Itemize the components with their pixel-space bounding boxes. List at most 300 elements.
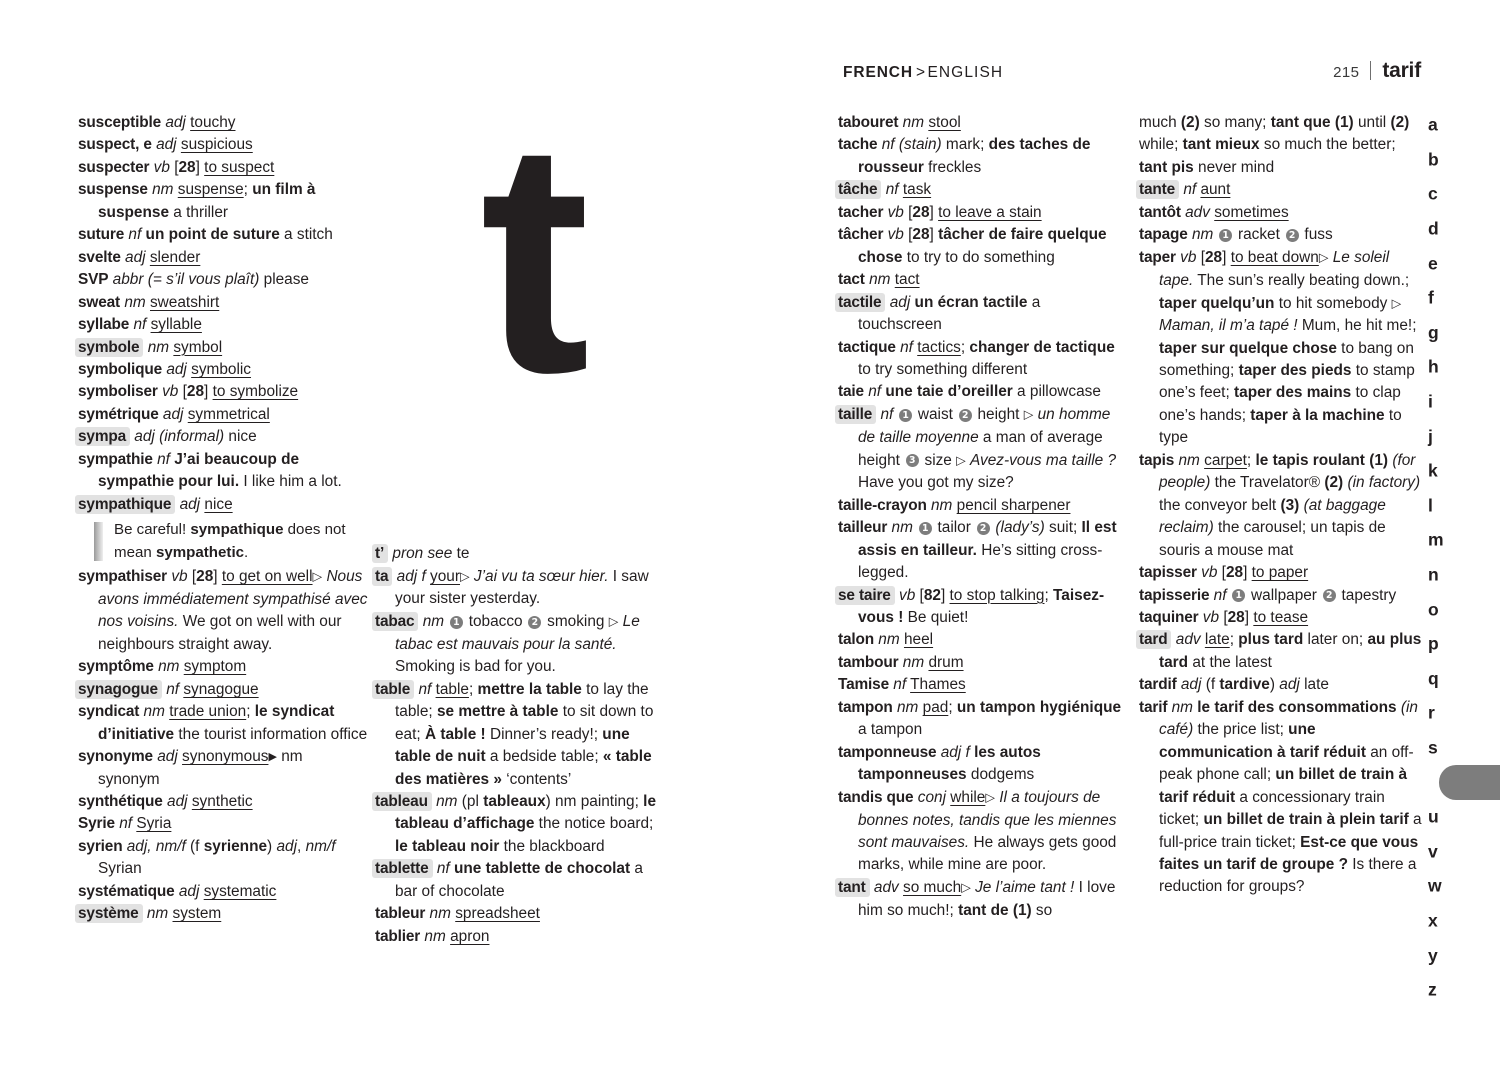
part-of-speech: abbr <box>112 271 144 289</box>
dictionary-entry <box>1139 202 1424 224</box>
sense-marker-2: 2 <box>528 616 541 629</box>
entry-body <box>1253 609 1308 626</box>
headword[interactable]: Syrie <box>78 815 115 833</box>
entry-body <box>183 681 258 698</box>
entry-body <box>903 181 931 198</box>
part-of-speech: nf <box>436 860 450 878</box>
alphabet-tab-label: t <box>1428 772 1434 793</box>
alphabet-tab-label: y <box>1428 945 1438 966</box>
headword[interactable]: Tamise <box>838 676 889 694</box>
headword[interactable]: synthétique <box>78 793 163 810</box>
headword[interactable]: tante <box>1136 180 1179 199</box>
headword-wrap <box>1139 587 1231 604</box>
translation-gloss: so much <box>903 879 962 897</box>
headword-wrap <box>838 676 910 693</box>
alphabet-tab-label: p <box>1428 633 1439 654</box>
entry-body: tactics; changer de tactique to try something different <box>858 338 1115 378</box>
entry-body: 1 tailor 2 (lady’s) suit; Il est assis en tailleur. He’s sitting cross-legged. <box>858 519 1117 582</box>
alphabet-tab-b[interactable] <box>1415 143 1500 178</box>
alphabet-tab-label: f <box>1428 287 1434 308</box>
dictionary-entry <box>1139 224 1424 246</box>
sense-marker-1: 1 <box>919 522 932 535</box>
entry-column-1 <box>78 112 368 926</box>
alphabet-tab-p[interactable] <box>1415 627 1500 662</box>
part-of-speech: vb <box>1180 249 1197 267</box>
headword[interactable]: tacher <box>838 203 884 221</box>
headword-wrap <box>1139 564 1252 581</box>
alphabet-tab-o[interactable] <box>1415 592 1500 627</box>
entry-body: much (2) so many; tant que (1) until (2) while; tant mieux so much the better; tant pis never mind <box>1139 114 1410 176</box>
headword[interactable]: se taire <box>835 586 895 605</box>
part-of-speech: nm <box>1178 451 1200 469</box>
conjugation-code[interactable]: [28] <box>1200 249 1227 267</box>
headword-wrap <box>78 496 204 513</box>
part-of-speech: nm <box>891 519 913 537</box>
header-divider <box>1370 61 1371 80</box>
headword-wrap <box>1139 226 1218 243</box>
alphabet-tab-label: u <box>1428 806 1439 827</box>
headword-wrap <box>78 428 159 445</box>
headword-wrap <box>838 744 974 761</box>
headword[interactable]: suture <box>78 226 125 244</box>
entry-body: to beat down▷ Le soleil tape. The sun’s really beating down.; taper quelqu’un to hit somebody ▷ Maman, il m’a tapé ! Mum, he hit me!; taper sur quelque chose to bang on something; taper des pieds to stamp one’s feet; taper des mains to clap one’s hands; taper à la machine to type <box>1159 249 1417 447</box>
entry-body <box>957 497 1071 514</box>
entry-body <box>204 883 277 900</box>
translation-gloss: synagogue <box>183 680 259 698</box>
entry-body: trade union; le syndicat d’initiative the tourist information office <box>98 703 368 743</box>
headword[interactable]: symbole <box>75 338 143 357</box>
conjugation-code[interactable]: [28] <box>908 226 934 244</box>
entry-body: suspense; un film à suspense a thriller <box>98 181 316 221</box>
entry-body: 1 wallpaper 2 tapestry <box>1231 587 1396 604</box>
translation-gloss: systematic <box>203 882 277 900</box>
dictionary-entry <box>78 134 368 156</box>
alphabet-tab-f[interactable] <box>1415 281 1500 316</box>
note-text: Be careful! sympathique does not mean sympathetic. <box>114 521 346 561</box>
dictionary-entry <box>78 701 368 746</box>
headword-wrap <box>1139 631 1205 648</box>
part-of-speech: nm <box>902 114 925 131</box>
headword[interactable]: système <box>75 904 143 923</box>
headword[interactable]: ta <box>372 567 392 586</box>
headword[interactable]: tache <box>838 136 878 154</box>
translation-gloss: tact <box>894 271 920 289</box>
entry-body <box>188 406 270 423</box>
headword[interactable]: svelte <box>78 248 121 266</box>
alphabet-tab-c[interactable] <box>1415 177 1500 212</box>
part-of-speech: adj, nm/f <box>126 837 186 855</box>
entry-body: to stop talking; Taisez-vous ! Be quiet! <box>858 586 1105 626</box>
headword[interactable]: suspense <box>78 181 148 199</box>
translation-gloss: sweatshirt <box>149 293 220 311</box>
part-of-speech: vb <box>162 383 179 401</box>
entry-body: synonymous▶ nm synonym <box>98 748 303 788</box>
part-of-speech: nm <box>1171 698 1193 716</box>
headword-wrap <box>838 181 903 198</box>
headword-wrap <box>838 136 899 153</box>
conjugation-code[interactable]: [28] <box>174 158 200 176</box>
entry-body: une tablette de chocolat a bar of chocolate <box>395 860 643 900</box>
part-of-speech: nm <box>429 905 451 923</box>
headword-wrap <box>78 181 178 198</box>
dictionary-entry <box>1139 697 1424 899</box>
alphabet-tab-z[interactable] <box>1415 973 1500 1008</box>
example-marker-icon: ▷ <box>1318 250 1329 265</box>
alphabet-tab-a[interactable] <box>1415 108 1500 143</box>
dictionary-entry <box>78 903 368 925</box>
headword-wrap <box>1139 181 1200 198</box>
dictionary-entry <box>838 877 1126 922</box>
conjugation-code[interactable]: [28] <box>908 203 934 221</box>
dictionary-entry <box>78 247 368 269</box>
alphabet-tab-label: w <box>1428 875 1442 896</box>
part-of-speech: nf <box>900 338 913 356</box>
dictionary-entry <box>78 791 368 813</box>
alphabet-tab-s[interactable] <box>1415 731 1500 766</box>
headword[interactable]: taquiner <box>1139 608 1199 626</box>
headword-wrap <box>838 631 904 648</box>
headword[interactable]: tableau <box>372 792 432 811</box>
headword-wrap <box>838 406 898 423</box>
entry-body: (f syrienne) adj, nm/f Syrian <box>98 837 336 878</box>
entry-column-4 <box>1139 112 1424 899</box>
dictionary-entry <box>78 813 368 835</box>
dictionary-entry <box>78 881 368 903</box>
entry-body: your▷ J’ai vu ta sœur hier. I saw your sister yesterday. <box>395 567 649 608</box>
headword[interactable]: tactique <box>838 338 896 356</box>
dictionary-entry <box>78 112 368 134</box>
part-of-speech: conj <box>917 789 946 807</box>
headword[interactable]: systématique <box>78 882 175 900</box>
part-of-speech: adj <box>1180 676 1202 694</box>
entry-body <box>192 793 253 810</box>
example-marker-icon: ▷ <box>312 569 323 584</box>
headword[interactable]: tapis <box>1139 451 1175 469</box>
alphabet-tab-e[interactable] <box>1415 246 1500 281</box>
translation-gloss: carpet <box>1204 451 1247 469</box>
alphabet-tab-rail[interactable] <box>1415 108 1500 1000</box>
headword-wrap <box>1139 204 1214 221</box>
headword[interactable]: sympathie <box>78 450 153 468</box>
conjugation-code[interactable]: [28] <box>1223 608 1250 626</box>
headword[interactable]: tâche <box>835 180 881 199</box>
sense-marker-1: 1 <box>1219 229 1232 242</box>
entry-body <box>1252 564 1308 581</box>
headword[interactable]: susceptible <box>78 114 162 131</box>
headword[interactable]: syndicat <box>78 703 140 721</box>
dictionary-entry <box>78 224 368 246</box>
headword[interactable]: symptôme <box>78 658 154 676</box>
sense-marker-2: 2 <box>1286 229 1299 242</box>
translation-gloss: system <box>172 905 222 923</box>
headword[interactable]: tard <box>1136 630 1171 649</box>
entry-column-2 <box>375 543 660 948</box>
headword[interactable]: t’ <box>372 544 388 563</box>
translation-gloss: symmetrical <box>187 405 270 423</box>
headword[interactable]: tapisser <box>1139 564 1197 582</box>
headword[interactable]: symbolique <box>78 360 163 378</box>
dictionary-entry <box>838 381 1126 403</box>
alphabet-tab-label: h <box>1428 356 1439 377</box>
headword[interactable]: tablette <box>372 859 433 878</box>
sense-marker-2: 2 <box>1323 589 1336 602</box>
alphabet-tab-d[interactable] <box>1415 212 1500 247</box>
part-of-speech: adj <box>165 114 186 131</box>
entry-body: so much▷ Je l’aime tant ! I love him so much!; tant de (1) so <box>858 879 1116 919</box>
part-of-speech: nf <box>119 815 133 833</box>
headword[interactable]: SVP <box>78 271 109 289</box>
sense-marker-1: 1 <box>899 409 912 422</box>
alphabet-tab-label: a <box>1428 114 1438 135</box>
headword[interactable]: tableur <box>375 905 426 923</box>
part-of-speech: adj <box>134 428 155 446</box>
dictionary-entry <box>78 656 368 678</box>
translation-gloss: tactics <box>917 338 961 356</box>
alphabet-tab-l[interactable] <box>1415 489 1500 524</box>
headword[interactable]: sympathiser <box>78 568 168 586</box>
translation-gloss: heel <box>903 631 934 649</box>
part-of-speech: adj <box>179 495 201 513</box>
entry-body: carpet; le tapis roulant (1) (for people) the Travelator® (2) (in factory) the conveyor belt (3) (at baggage reclaim) the carousel; un tapis de souris a mouse mat <box>1159 451 1421 559</box>
conjugation-code[interactable]: [28] <box>191 568 218 586</box>
dictionary-entry <box>1139 629 1424 674</box>
headword[interactable]: taille <box>835 405 876 424</box>
headword-wrap <box>838 204 938 221</box>
dictionary-entry <box>375 543 660 565</box>
headword[interactable]: tabac <box>372 612 418 631</box>
headword[interactable]: sweat <box>78 293 121 311</box>
part-of-speech: adj <box>157 748 178 766</box>
alphabet-tab-u[interactable] <box>1415 800 1500 835</box>
alphabet-tab-v[interactable] <box>1415 834 1500 869</box>
translation-gloss: touchy <box>190 114 236 131</box>
headword[interactable]: tandis que <box>838 789 914 807</box>
alphabet-tab-label: x <box>1428 910 1438 931</box>
headword-wrap <box>78 159 204 176</box>
translation-gloss: pad <box>922 698 949 716</box>
headword-wrap <box>838 699 923 716</box>
dictionary-entry <box>78 494 368 516</box>
dictionary-entry <box>375 791 660 858</box>
headword[interactable]: tarif <box>1139 698 1168 716</box>
headword[interactable]: symétrique <box>78 405 159 423</box>
headword-wrap <box>78 316 151 333</box>
part-of-speech: nm <box>869 271 891 289</box>
dictionary-entry <box>1139 674 1424 696</box>
part-of-speech: vb <box>1201 564 1218 582</box>
translation-gloss: to beat down <box>1230 249 1319 267</box>
alphabet-tab-h[interactable] <box>1415 350 1500 385</box>
entry-body <box>928 114 961 131</box>
headword[interactable]: syllabe <box>78 316 130 334</box>
alphabet-tab-y[interactable] <box>1415 938 1500 973</box>
entry-body <box>1214 204 1288 221</box>
dictionary-entry <box>838 292 1126 337</box>
conjugation-code[interactable]: [28] <box>182 383 209 401</box>
dictionary-entry <box>838 337 1126 382</box>
entry-body <box>910 676 966 693</box>
part-of-speech: nf <box>418 680 432 698</box>
translation-gloss: symbol <box>173 338 223 356</box>
entry-body: un point de suture a stitch <box>145 226 333 244</box>
example-marker-icon: ▷ <box>985 790 995 805</box>
part-of-speech: adv <box>1185 203 1210 221</box>
headword-wrap <box>78 383 213 400</box>
entry-body: (stain) mark; des taches de rousseur freckles <box>858 136 1091 176</box>
headword-wrap <box>78 703 169 720</box>
dictionary-entry <box>838 224 1126 269</box>
translation-gloss: table <box>435 680 469 698</box>
part-of-speech: nm <box>147 338 170 356</box>
headword[interactable]: tapage <box>1139 226 1188 244</box>
example-marker-icon: ▷ <box>961 880 971 895</box>
entry-body <box>213 383 299 400</box>
dictionary-entry <box>1139 562 1424 584</box>
dictionary-entry <box>78 426 368 448</box>
headword[interactable]: suspecter <box>78 158 150 176</box>
dictionary-entry <box>838 179 1126 201</box>
headword[interactable]: sympa <box>75 427 130 446</box>
dictionary-entry <box>78 269 368 291</box>
dictionary-entry <box>375 611 660 679</box>
translation-gloss: aunt <box>1200 181 1231 199</box>
alphabet-tab-t[interactable] <box>1428 765 1500 800</box>
translation-gloss: to stop talking <box>949 586 1045 604</box>
headword[interactable]: tambour <box>838 653 899 671</box>
headword[interactable]: tapisserie <box>1139 586 1210 604</box>
dictionary-entry <box>1139 450 1424 562</box>
headword[interactable]: tâcher <box>838 226 884 244</box>
headword-wrap <box>838 879 903 896</box>
headword-wrap <box>838 294 915 311</box>
translation-gloss: your <box>430 567 460 585</box>
dictionary-entry <box>838 517 1126 584</box>
entry-body <box>173 905 222 922</box>
headword[interactable]: tardif <box>1139 676 1177 694</box>
dictionary-entry <box>838 629 1126 651</box>
headword[interactable]: tant <box>835 878 870 897</box>
alphabet-tab-w[interactable] <box>1415 869 1500 904</box>
headword[interactable]: taper <box>1139 249 1176 267</box>
headword[interactable]: tailleur <box>838 519 888 537</box>
entry-body: tâcher de faire quelque chose to try to do something <box>858 226 1107 266</box>
entry-body <box>150 249 200 266</box>
entry-body: le tarif des consommations (in café) the price list; une communication à tarif réduit an off-peak phone call; un billet de train à tarif réduit a concessionary train ticket; un billet de train à plein tarif a full-price train ticket; Est-ce que vous faites un tarif de groupe ? Is there a reduction for groups? <box>1159 698 1422 896</box>
dictionary-entry <box>78 381 368 403</box>
part-of-speech: adj <box>178 882 200 900</box>
headword[interactable]: syrien <box>78 837 123 855</box>
headword-wrap <box>78 271 148 288</box>
headword[interactable]: table <box>372 680 414 699</box>
header-lang-to: ENGLISH <box>927 64 1004 81</box>
alphabet-tab-g[interactable] <box>1415 316 1500 351</box>
part-of-speech: nf <box>133 316 147 334</box>
headword-wrap <box>78 249 150 266</box>
headword-wrap <box>78 681 183 698</box>
alphabet-tab-k[interactable] <box>1415 454 1500 489</box>
headword[interactable]: synonyme <box>78 748 153 766</box>
headword-wrap <box>78 114 190 131</box>
conjugation-code[interactable]: [28] <box>1221 564 1248 582</box>
headword-wrap <box>1139 609 1253 626</box>
dictionary-entry <box>838 787 1126 877</box>
headword[interactable]: tablier <box>375 927 421 945</box>
dictionary-entry <box>838 742 1126 787</box>
headword[interactable]: symboliser <box>78 383 158 401</box>
headword[interactable]: talon <box>838 631 875 649</box>
dictionary-entry <box>78 836 368 881</box>
part-of-speech: vb <box>1202 608 1220 626</box>
translation-gloss: to suspect <box>204 158 275 176</box>
part-of-speech: nm <box>931 496 953 514</box>
dictionary-entry <box>78 337 368 359</box>
translation-gloss: suspense <box>177 181 244 199</box>
headword[interactable]: taille-crayon <box>838 496 927 514</box>
example-marker-icon: ▷ <box>608 614 619 629</box>
headword[interactable]: suspect, e <box>78 136 152 154</box>
translation-gloss: synonymous <box>182 748 269 766</box>
headword[interactable]: tabouret <box>838 114 899 131</box>
translation-gloss: to get on well <box>221 568 313 586</box>
entry-body: les autos tamponneuses dodgems <box>858 743 1041 784</box>
part-of-speech: nf <box>880 406 894 424</box>
translation-gloss: Syria <box>136 815 172 833</box>
translation-gloss: late <box>1204 631 1230 649</box>
part-of-speech: nm <box>146 905 169 923</box>
dictionary-entry <box>78 679 368 701</box>
headword[interactable]: tampon <box>838 698 893 716</box>
headword-wrap <box>78 451 174 468</box>
headword[interactable]: synagogue <box>75 680 162 699</box>
alphabet-tab-n[interactable] <box>1415 558 1500 593</box>
part-of-speech: nf <box>1183 181 1197 199</box>
translation-gloss: spreadsheet <box>455 905 540 923</box>
part-of-speech: nf <box>1213 586 1227 604</box>
headword[interactable]: tantôt <box>1139 203 1181 221</box>
alphabet-tab-j[interactable] <box>1415 419 1500 454</box>
headword[interactable]: tamponneuse <box>838 743 937 761</box>
entry-body: 1 waist 2 height ▷ un homme de taille moyenne a man of average height 3 size ▷ Avez-vous ma taille ? Have you got my size? <box>858 406 1117 492</box>
headword[interactable]: sympathique <box>75 495 175 514</box>
conjugation-code[interactable]: [82] <box>919 586 946 604</box>
dictionary-entry <box>78 157 368 179</box>
alphabet-tab-r[interactable] <box>1415 696 1500 731</box>
headword[interactable]: tact <box>838 271 865 289</box>
entry-body <box>895 271 920 288</box>
headword[interactable]: tactile <box>835 293 885 312</box>
part-of-speech: nm <box>152 181 174 199</box>
headword-wrap <box>78 361 191 378</box>
alphabet-tab-m[interactable] <box>1415 523 1500 558</box>
headword-wrap <box>1139 699 1197 716</box>
headword-wrap <box>78 815 136 832</box>
alphabet-tab-x[interactable] <box>1415 904 1500 939</box>
alphabet-tab-i[interactable] <box>1415 385 1500 420</box>
dictionary-entry <box>375 858 660 903</box>
part-of-speech: nm <box>143 703 165 721</box>
translation-gloss: symptom <box>183 658 247 676</box>
headword[interactable]: taie <box>838 383 864 401</box>
alphabet-tab-q[interactable] <box>1415 662 1500 697</box>
alphabet-tab-label: v <box>1428 841 1438 862</box>
headword-wrap <box>375 568 430 585</box>
translation-gloss: slender <box>149 248 201 266</box>
part-of-speech: vb <box>171 568 188 586</box>
entry-body <box>450 928 489 945</box>
dictionary-entry <box>78 292 368 314</box>
translation-gloss: to leave a stain <box>938 203 1042 221</box>
alphabet-tab-label: d <box>1428 218 1439 239</box>
